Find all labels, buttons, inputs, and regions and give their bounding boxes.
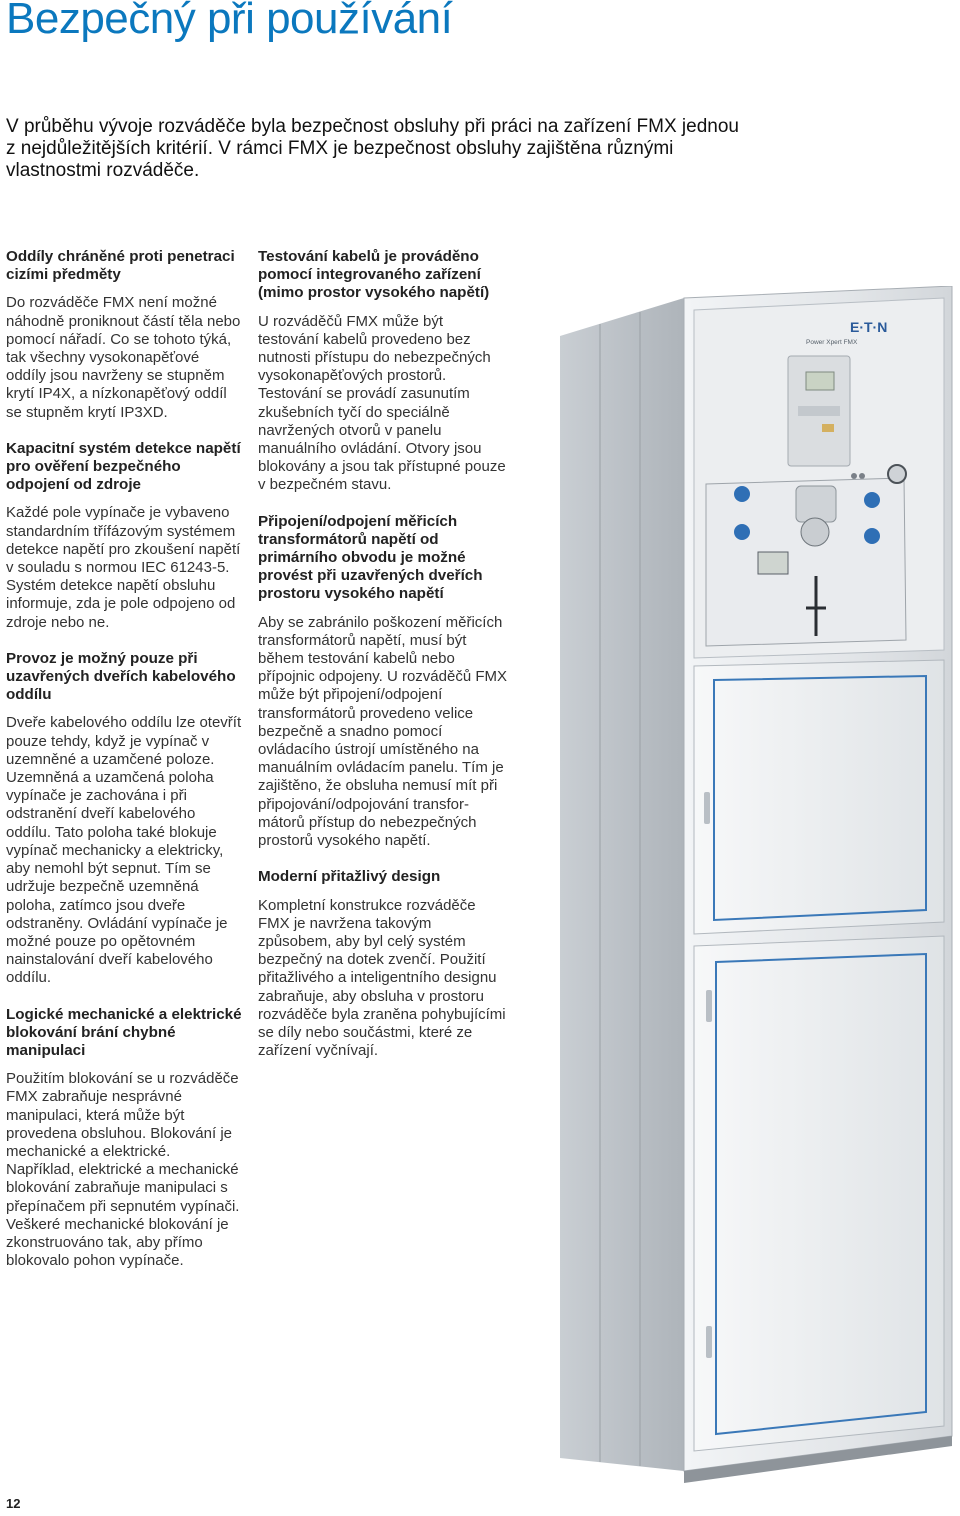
middle-column	[258, 248, 508, 1078]
section-body: Použitím blokování se u rozváděče FMX zabraňuje nesprávné manipulaci, která může být provedena obsluhou. Blokování je mechanické a elektrické. Například, elektrické a mechanické blokování zabraňuje manipulaci s přepínačem při sepnutém vypínači. Veškeré mechanické blokování je zkonstruováno tak, aby přímo blokovalo pohon vypínače.	[6, 1070, 240, 1270]
intro-paragraph: V průběhu vývoje rozváděče byla bezpečnost obsluhy při práci na zařízení FMX jednou z nejdůležitějších kritérií. V rámci FMX je bezpečnost obsluhy zajištěna různými vlastnostmi rozváděče.	[6, 116, 739, 181]
section-transformers	[258, 513, 508, 851]
section-closed-doors	[6, 650, 242, 988]
section-heading: Kapacitní systém detekce napětí pro ověření bezpečného odpojení od zdroje	[6, 439, 241, 494]
brand-logo-text: E·T·N	[850, 319, 888, 335]
section-heading: Logické mechanické a elektrické blokování brání chybné manipulaci	[6, 1005, 242, 1059]
left-column	[6, 248, 242, 1288]
page-number: 12	[6, 1496, 21, 1511]
page-title: Bezpečný při používání	[6, 0, 453, 43]
section-body: Kompletní konstrukce rozváděče FMX je navržena takovým způsobem, aby byl celý systém bezpečný na dotek zvenčí. Použití přitažlivého a inteligentního designu zabraňuje, aby obsluha v prostoru rozváděče byla zraněna pohybujícími se díly nebo součástmi, které ze zařízení vyčnívají.	[258, 896, 506, 1060]
section-heading: Připojení/odpojení měřicích transformátorů napětí od primárního obvodu je možné provést při uzavřených dveřích prostoru vysokého napětí	[258, 512, 483, 603]
section-voltage-detection	[6, 440, 242, 632]
section-body: Aby se zabránilo poškození měřicích transformátorů napětí, musí být během testování kabelů nebo přípojnic odpojeny. U rozváděčů FMX může být připojení/odpojení transformátorů provedeno velice bezpečně a snadno pomocí ovládacího ústrojí umístěného na manuálním ovládacím panelu. Tím je zajištěno, že obsluha nemusí mít při připojování/odpojování transformátorů přístup do nebezpečných prostorů vysokého napětí.	[258, 613, 508, 850]
section-body: Do rozváděče FMX není možné náhodně proniknout částí těla nebo pomocí nářadí. Co se tohoto týká, tak všechny vysokonapěťové oddíly jsou navrženy se stupněm krytí IP4X, a nízkonapěťový oddíl se stupněm krytí IP3XD.	[6, 294, 241, 421]
model-label: Power Xpert FMX	[806, 339, 858, 346]
section-body: Dveře kabelového oddílu lze otevřít pouze tehdy, když je vypínač v uzemněné a uzamčené poloze. Uzemněná a uzamčená poloha vypínače je zachována i při odstranění dveří kabelového oddílu. Tato poloha také blokuje vypínač mechanicky a elektricky, aby nemohl být sepnut. Tím se udržuje bezpečně uzemněná poloha, zatímco jsou dveře odstraněny. Ovládání vypínače je možné pouze po opětovném nainstalování dveří kabelového oddílu.	[6, 714, 242, 987]
section-cable-testing	[258, 248, 508, 495]
section-interlocking	[6, 1006, 242, 1271]
switchgear-cabinet-image	[560, 286, 960, 1486]
section-heading: Provoz je možný pouze při uzavřených dveřích kabelového oddílu	[6, 649, 236, 704]
section-design	[258, 868, 508, 1060]
section-body: Každé pole vypínače je vybaveno standardním třífázovým systémem detekce napětí pro zkoušení napětí v souladu s normou IEC 61243-5. Systém detekce napětí obsluhu informuje, zda je pole odpojeno od zdroje nebo ne.	[6, 504, 241, 631]
section-heading: Oddíly chráněné proti penetraci cizími předměty	[6, 248, 235, 284]
section-heading: Moderní přitažlivý design	[258, 868, 441, 886]
section-heading: Testování kabelů je prováděno pomocí integrovaného zařízení (mimo prostor vysokého napětí)	[258, 248, 490, 302]
section-body: U rozváděčů FMX může být testování kabelů provedeno bez nutnosti přístupu do nebezpečných vysokonapěťových prostorů. Testování se provádí zasunutím zkušebních tyčí do speciálně navržených otvorů v panelu manuálního ovládání. Otvory jsou blokovány a jsou tak přístupné pouze v bezpečném stavu.	[258, 312, 506, 494]
section-protection	[6, 248, 242, 422]
